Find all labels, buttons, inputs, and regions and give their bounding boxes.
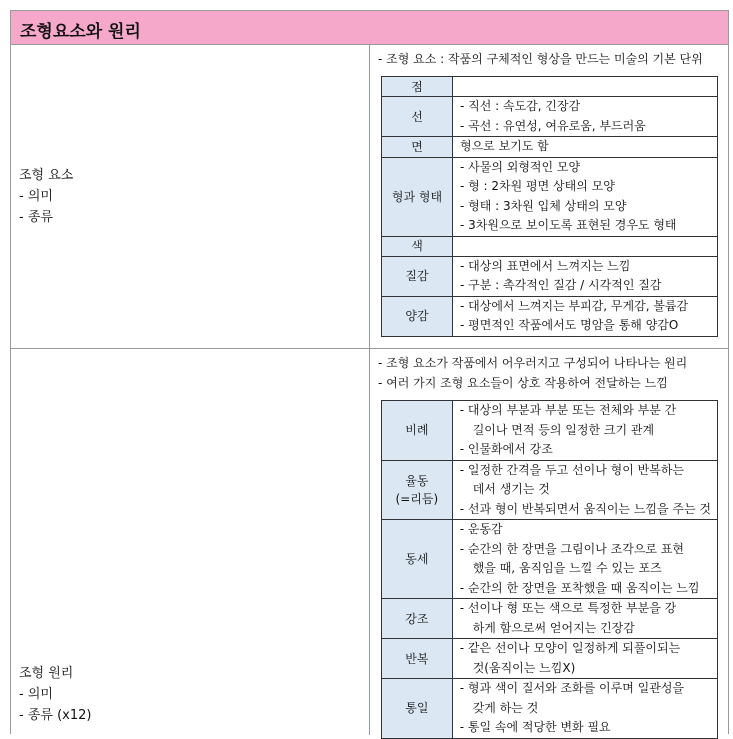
intro-line: - 여러 가지 조형 요소들이 상호 작용하여 전달하는 느낌 (378, 376, 668, 390)
content-line: 길이나 면적 등의 일정한 크기 관계 (472, 422, 655, 437)
row-content (452, 599, 717, 639)
row-label: 색 (382, 236, 453, 256)
content-line: - 구분 : 촉각적인 질감 / 시각적인 질감 (460, 278, 662, 292)
row-label: 점 (382, 77, 453, 97)
document-page (10, 10, 729, 734)
row-content (453, 157, 718, 236)
table-row (382, 77, 718, 97)
content-line: - 운동감 (459, 522, 503, 536)
row-content (452, 679, 717, 739)
content-line: 하게 함으로써 얻어지는 긴장감 (472, 620, 635, 635)
label-line: 율동 (405, 473, 429, 488)
row-label: 통일 (382, 679, 453, 739)
content-line: - 선과 형이 반복되면서 움직이는 느낌을 주는 것 (459, 501, 711, 516)
table-row (382, 401, 718, 461)
principles-heading: 조형 원리 (19, 666, 74, 681)
row-label: 양감 (382, 296, 453, 336)
row-content (453, 296, 718, 336)
table-row (382, 97, 718, 137)
principles-intro (378, 353, 687, 393)
content-line: - 통일 속에 적당한 변화 필요 (459, 720, 611, 734)
principles-left-cell (19, 663, 91, 726)
content-line: 데서 생기는 것 (472, 482, 550, 496)
content-line: - 순간의 한 장면을 포착했을 때 움직이는 느낌 (459, 580, 700, 595)
row-content (453, 137, 718, 158)
principles-item: - 의미 (19, 687, 53, 702)
principles-item: - 종류 (x12) (19, 708, 92, 723)
label-line: (=리듬) (395, 491, 439, 506)
table-row (382, 296, 718, 336)
row-label: 질감 (382, 256, 453, 296)
row-label: 선 (382, 97, 453, 137)
content-line: 것(움직이는 느낌X) (472, 660, 576, 675)
table-row (382, 520, 718, 599)
elements-table (381, 76, 718, 337)
row-label: 동세 (382, 520, 453, 599)
row-label: 면 (382, 137, 453, 158)
content-line: - 일정한 간격을 두고 선이나 형이 반복하는 (459, 462, 685, 477)
elements-left-cell (19, 165, 73, 228)
row-content (452, 401, 717, 461)
row-content (453, 236, 718, 256)
table-row (382, 679, 718, 739)
content-line: - 형 : 2차원 평면 상태의 모양 (460, 179, 615, 193)
content-line: - 인물화에서 강조 (459, 442, 553, 456)
elements-intro: - 조형 요소 : 작품의 구체적인 형상을 만드는 미술의 기본 단위 (378, 52, 703, 66)
row-label: 비례 (382, 401, 453, 461)
content-line: - 사물의 외형적인 모양 (460, 159, 581, 174)
content-line: - 대상의 표면에서 느껴지는 느낌 (460, 258, 631, 273)
table-row (382, 599, 718, 639)
content-line: - 3차원으로 보이도록 표현된 경우도 형태 (460, 218, 677, 232)
content-line: - 곡선 : 유연성, 여유로움, 부드러움 (460, 118, 646, 133)
content-line: - 순간의 한 장면을 그림이나 조각으로 표현 (459, 541, 685, 556)
row-content (453, 77, 718, 97)
elements-item: - 종류 (19, 210, 53, 225)
table-row (382, 460, 718, 520)
table-row (382, 639, 718, 679)
table-row (382, 157, 718, 236)
content-line: 갖게 하는 것 (472, 700, 539, 715)
content-line: 형으로 보기도 함 (460, 139, 549, 153)
content-line: - 선이나 형 또는 색으로 특정한 부분을 강 (459, 601, 677, 615)
content-line: - 평면적인 작품에서도 명암을 통해 양감O (460, 318, 679, 332)
content-line: - 대상의 부분과 부분 또는 전체와 부분 간 (459, 403, 677, 417)
row-label: 형과 형태 (382, 157, 453, 236)
content-line: - 형과 색이 질서와 조화를 이루며 일관성을 (459, 681, 685, 695)
table-row (382, 256, 718, 296)
principles-table (381, 400, 718, 739)
row-label (382, 460, 453, 520)
content-line: - 직선 : 속도감, 긴장감 (460, 99, 581, 113)
title-bar (11, 11, 728, 45)
row-content (453, 97, 718, 137)
content-line: - 같은 선이나 모양이 일정하게 되풀이되는 (459, 641, 681, 655)
elements-item: - 의미 (19, 189, 53, 204)
elements-heading: 조형 요소 (19, 168, 74, 183)
content-line: 했을 때, 움직임을 느낄 수 있는 포즈 (472, 561, 662, 575)
table-row (382, 236, 718, 256)
row-content (452, 639, 717, 679)
row-content (452, 460, 717, 520)
content-line: - 형태 : 3차원 입체 상태의 모양 (460, 198, 627, 213)
column-divider (369, 45, 370, 735)
row-content (452, 520, 717, 599)
row-label: 반복 (382, 639, 453, 679)
row-label: 강조 (382, 599, 453, 639)
content-line: - 대상에서 느껴지는 부피감, 무게감, 볼륨감 (460, 298, 689, 313)
page-title: 조형요소와 원리 (20, 22, 141, 42)
table-row (382, 137, 718, 158)
intro-line: - 조형 요소가 작품에서 어우러지고 구성되어 나타나는 원리 (378, 356, 688, 370)
row-content (453, 256, 718, 296)
